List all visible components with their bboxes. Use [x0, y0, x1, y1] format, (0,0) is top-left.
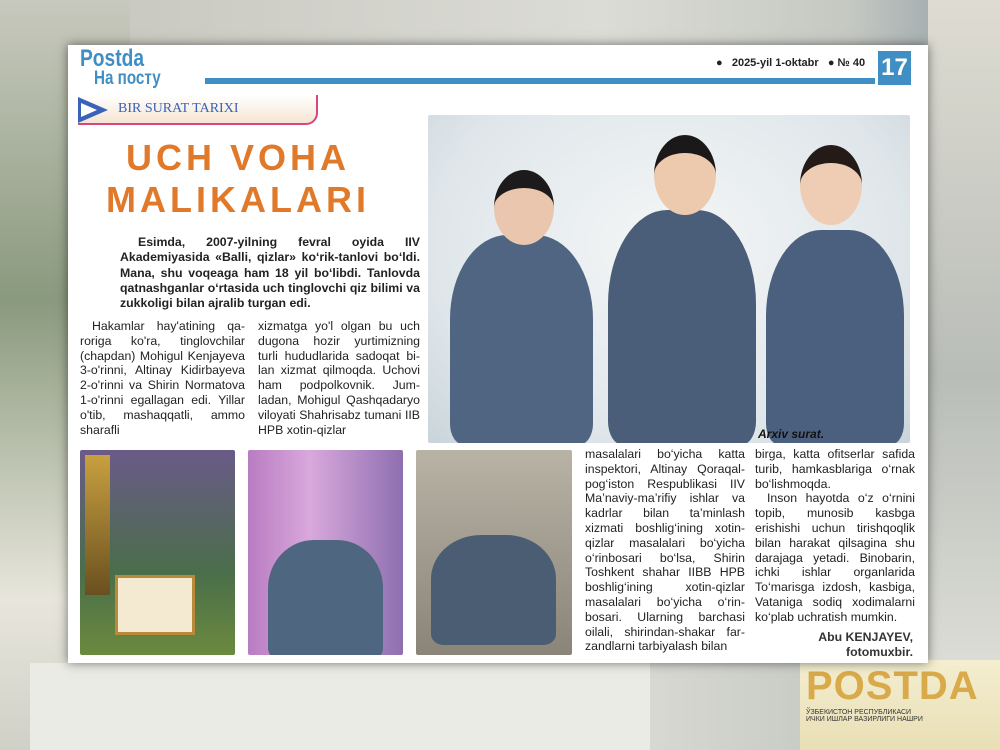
issue-info — [716, 57, 865, 69]
issue-date: 2025-yil 1-oktabr — [731, 57, 819, 69]
column-3-text: masalalari bo‘yicha katta inspektori, Altinay Qoraqalpog‘iston Respublikasi IIV Ma’naviy-ma’rifiy ishlar va kadrlar bilan ta’minlash xizmati boshlig‘ining xotin-qizlar masalalari bo‘yicha o‘rinbosari bo‘lsa, Shirin Toshkent shahar IIBB HPB boshlig‘ining xotin-qizlar masalalari bo‘yicha o‘rinbosari. Ularning barchasi oilali, shirindan-shakar farzandlarni tarbiyalash bilan — [585, 447, 745, 654]
rubric-text: BIR SURAT TARIXI — [118, 101, 239, 116]
headline-line-2: MALIKALARI — [106, 179, 370, 220]
byline — [768, 630, 913, 660]
photo-altinay — [248, 450, 403, 655]
lead-paragraph: Esimda, 2007-yilning fevral oyida IIV Akademiyasida «Balli, qizlar» ko‘rik-tanlovi bo‘ldi. Mana, shu voqeaga ham 18 yil bo‘libdi. Tanlovda qatnashganlar o‘rtasida uch tinglovchi qiz bilimi va zukkoligi bilan ajralib turgan edi. — [120, 235, 420, 311]
column-1-text: Hakamlar hay'atining qaroriga ko'ra, tinglovchilar (chapdan) Mohigul Kenjayeva 3-o'rinni, Altinay Kidirbayeva 2-o'rinni va Shirin Normatova 1-o'rinni egallagan edi. Yillar o'tib, mashaqqatli, ammo sharafli — [80, 319, 245, 437]
background-page-bottom — [30, 663, 650, 750]
logo-postda: Postda — [80, 45, 145, 72]
author-name: Abu KENJAYEV, — [818, 630, 913, 644]
background-logo-sub1: ЎЗБЕКИСТОН РЕСПУБЛИКАСИ — [806, 709, 912, 716]
page-number: 17 — [878, 51, 911, 85]
author-role: fotomuxbir. — [846, 645, 913, 659]
background-logo-sub2: ИЧКИ ИШЛАР ВАЗИРЛИГИ НАШРИ — [806, 716, 923, 723]
person-altinay — [268, 540, 383, 655]
column-4 — [755, 447, 915, 625]
newspaper-page — [68, 45, 928, 663]
bullet-icon: ● — [716, 57, 723, 69]
person-center — [608, 210, 756, 443]
column-1 — [80, 319, 245, 437]
photo-shirin — [416, 450, 572, 655]
person-shirin — [431, 535, 556, 645]
diploma — [115, 575, 195, 635]
trophy — [85, 455, 110, 595]
column-3 — [585, 447, 745, 654]
header-rule — [205, 78, 875, 84]
background-logo-text: POSTDA — [806, 664, 979, 708]
photo-caption: Arxiv surat. — [758, 427, 825, 441]
issue-number: № 40 — [837, 57, 866, 69]
headline-line-1: UCH VOHA — [125, 137, 350, 178]
group-photo — [428, 115, 910, 443]
column-2-text: xizmatga yo'l olgan bu uch dugona hozir yurtimizning turli hududlarida sadoqat bilan xizmat qilmoqda. Uchovi ham podpolkovnik. Jumladan, Mohigul Qashqadaryo viloyati Shahrisabz tumani IIB HPB xotin-qizlar — [258, 319, 420, 437]
rubric-label — [78, 95, 318, 125]
face-left — [494, 170, 554, 245]
closing-paragraph: Inson hayotda o‘z o‘rnini topib, munosib kasbga erishishi uchun tirishqoqlik bilan harakat qilsagina shu darajaga yetadi. Binobarin, ichki ishlar organlarida To‘marisga izdosh, kasbiga, Vataniga sodiq xodimalarni ko‘plab uchratish mumkin. — [755, 491, 915, 624]
triangle-inner — [81, 103, 97, 117]
photo-mohigul — [80, 450, 235, 655]
column-2 — [258, 319, 420, 437]
logo-na-postu: На посту — [94, 68, 161, 89]
background-logo — [800, 660, 1000, 750]
column-4-text: birga, katta ofitserlar safida turib, hamkasblariga o‘rnak bo‘lishmoqda. — [755, 447, 915, 491]
person-right — [766, 230, 904, 443]
background-page-right — [928, 0, 1000, 750]
bullet-icon: ● — [827, 57, 835, 69]
face-right — [800, 145, 862, 225]
person-left — [450, 235, 593, 443]
headline — [88, 137, 388, 221]
face-center — [654, 135, 716, 215]
